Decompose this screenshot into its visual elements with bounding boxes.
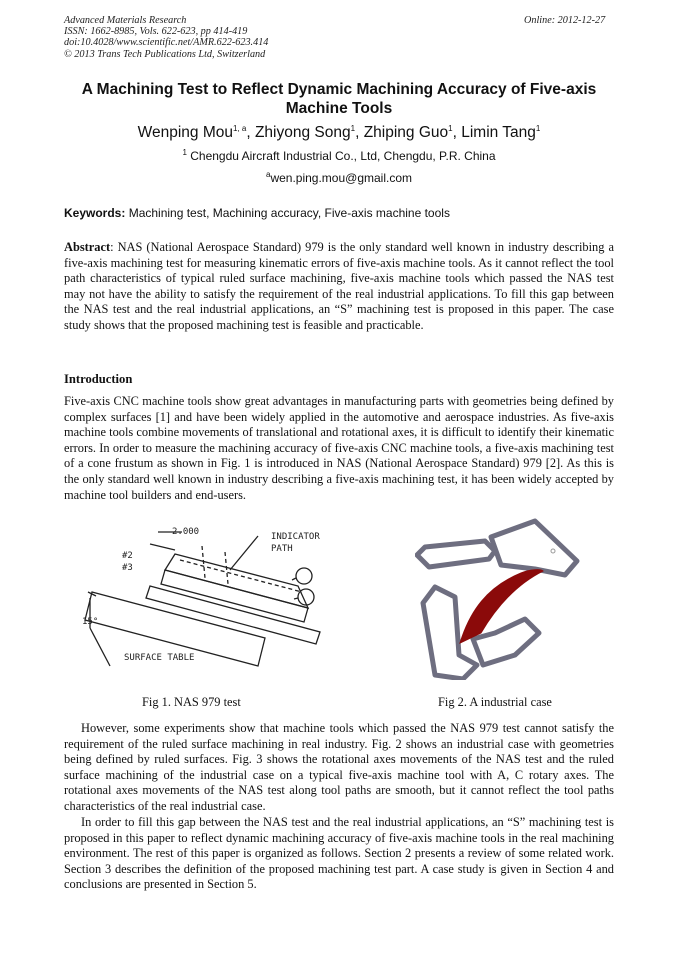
figure-2-industrial-case (415, 515, 585, 680)
author-sup: 1 (448, 123, 453, 133)
doi-link[interactable]: doi:10.4028/www.scientific.net/AMR.622-623.414 (64, 37, 269, 49)
indicator-label-1: INDICATOR (271, 532, 320, 542)
author-separator: , (246, 124, 255, 141)
dial-indicator (296, 568, 312, 584)
dial-stem (294, 598, 298, 599)
dim-label: 2.000 (172, 527, 200, 537)
dial-stem (292, 578, 296, 580)
keywords-label: Keywords: (64, 206, 126, 220)
intro-paragraph-1: Five-axis CNC machine tools show great advantages in manufacturing parts with geometries being defined by complex surfaces [1] and have been widely applied in the automotive and aerospace industries. As five-axis machine tools combine movements of translational and rotational axes, it is difficult to identify their kinematic errors. In order to measure the machining accuracy of five-axis CNC machine tools, a five-axis machining test of a cone frustum as shown in Fig. 1 is introduced in NAS (National Aerospace Standard) 979 [2]. As this is the only standard well known in industry describing a five-axis machining test, it has been widely accepted by machine tool builders and end-users. (64, 394, 614, 502)
journal-header (64, 15, 268, 60)
label-3: #3 (122, 563, 133, 573)
abstract-label: Abstract (64, 240, 111, 254)
intro-paragraph-3: In order to fill this gap between the NAS test and the real industrial applications, an “S” machining test is proposed in this paper to reflect dynamic machining accuracy of five-axis machine tools in the real machining environment. The rest of this paper is organized as follows. Section 2 presents a review of some related work. Section 3 describes the definition of the proposed machining test part. A case study is given in Section 4 and conclusions are presented in Section 5. (64, 815, 614, 892)
label-2: #2 (122, 551, 133, 561)
author-name: Zhiping Guo (363, 124, 449, 141)
figure-1-nas-979-test (80, 520, 350, 670)
abstract (64, 240, 614, 334)
keywords (64, 206, 614, 220)
author-separator: , (452, 124, 462, 141)
issn-line: ISSN: 1662-8985, Vols. 622-623, pp 414-419 (64, 26, 248, 38)
journal-name: Advanced Materials Research (64, 15, 187, 26)
keywords-text: Machining test, Machining accuracy, Five-axis machine tools (125, 206, 450, 220)
section-heading-introduction: Introduction (64, 372, 133, 386)
email-sup: a (265, 170, 271, 179)
affiliation-sup: 1 (182, 148, 187, 157)
author-separator: , (355, 124, 364, 141)
author-email (64, 171, 614, 185)
author-list (64, 124, 614, 142)
author-sup: 1, a (232, 123, 247, 133)
angle-label: 15° (82, 617, 99, 627)
paper-title (64, 80, 614, 118)
dimension-line (150, 544, 175, 550)
base-block (146, 586, 320, 644)
author-name: Wenping Mou (137, 124, 233, 141)
copyright-line: © 2013 Trans Tech Publications Ltd, Switzerland (64, 48, 266, 60)
table-label: SURFACE TABLE (124, 653, 195, 663)
abstract-text: : NAS (National Aerospace Standard) 979 is the only standard well known in industry describing a five-axis machining test for measuring kinematic errors of five-axis machine tools. As it cannot reflect the tool path characteristics of typical ruled surface machining, five-axis machine tools which passed the NAS test may not have the ability to satisfy the requirement of the real industrial applications. To fill this gap between the NAS test and the real industrial applications, an “S” machining test is proposed in this paper. The case study shows that the proposed machining test is feasible and practicable. (64, 240, 614, 332)
author-sup: 1 (350, 123, 356, 133)
intro-paragraph-2: However, some experiments show that machine tools which passed the NAS 979 test cannot satisfy the requirement of the ruled surface machining in real industry. Fig. 2 shows an industrial case with geometries being defined by ruled surfaces. Fig. 3 shows the rotational axes movements of the NAS test and the ruled surface machining of the industrial case on a typical five-axis machine tool with A, C rotary axes. The rotational axes movements of the NAS test along tool paths are smooth, but it cannot reflect the tool paths characteristics of the real industrial case. (64, 721, 614, 813)
author-name: Limin Tang (461, 124, 536, 141)
indicator-label-2: PATH (271, 544, 293, 554)
online-date: Online: 2012-12-27 (524, 15, 606, 26)
title-line-2: Machine Tools (285, 100, 393, 117)
frame-segment-right (491, 521, 577, 575)
small-mark (551, 549, 555, 553)
author-name: Zhiyong Song (254, 124, 351, 141)
author-sup: 1 (535, 123, 541, 133)
frustum-lower (161, 570, 308, 622)
angle-arrow (90, 628, 110, 666)
figure-2-caption: Fig 2. A industrial case (438, 695, 552, 709)
frame-segment-top (417, 541, 495, 567)
affiliation-text: Chengdu Aircraft Industrial Co., Ltd, Chengdu, P.R. China (186, 149, 496, 163)
indicator-arrow (230, 536, 258, 570)
email-link[interactable]: wen.ping.mou@gmail.com (270, 171, 413, 185)
affiliation (64, 149, 614, 163)
figure-1-caption: Fig 1. NAS 979 test (142, 695, 241, 709)
title-line-1: A Machining Test to Reflect Dynamic Machining Accuracy of Five-axis (81, 81, 597, 98)
indicator-path-line (180, 560, 302, 592)
